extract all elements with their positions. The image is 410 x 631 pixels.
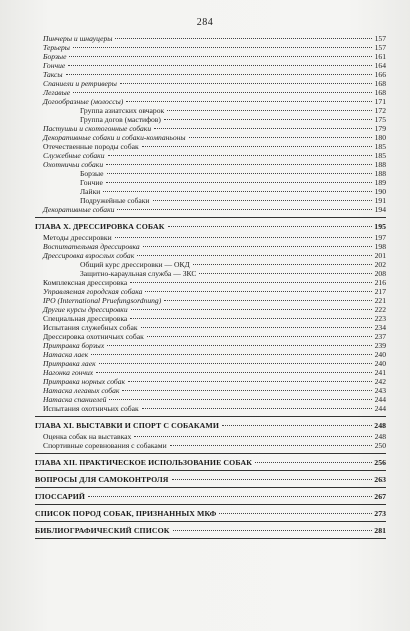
toc-entry bbox=[35, 142, 386, 151]
toc-chapter-entry bbox=[35, 222, 386, 231]
toc-entry-title: Притравка норных собак bbox=[43, 377, 126, 386]
toc-entry-page: 191 bbox=[374, 196, 386, 205]
toc-entry-page: 208 bbox=[374, 269, 386, 278]
dot-leader bbox=[68, 65, 372, 66]
toc-entry-title: Дрессировка охотничьих собак bbox=[43, 332, 144, 341]
toc-entry bbox=[35, 133, 386, 142]
toc-entry-title: Лайки bbox=[80, 187, 101, 196]
dot-leader bbox=[154, 128, 372, 129]
toc-entry-title: Спаниели и ретриверы bbox=[43, 79, 117, 88]
toc-entry bbox=[35, 323, 386, 332]
toc-entry bbox=[35, 287, 386, 296]
toc-entry bbox=[35, 160, 386, 169]
toc-entry-page: 250 bbox=[374, 441, 386, 450]
toc-entry-title: Дрессировка взрослых собак bbox=[43, 251, 135, 260]
toc-entry-page: 273 bbox=[374, 509, 386, 518]
toc-entry bbox=[35, 196, 386, 205]
toc-entry bbox=[35, 251, 386, 260]
toc-entry-title: Гончие bbox=[80, 178, 103, 187]
toc-entry-title: Пастушьи и скотогонные собаки bbox=[43, 124, 152, 133]
toc-entry-page: 242 bbox=[374, 377, 386, 386]
dot-leader bbox=[130, 318, 372, 319]
toc-entry-page: 222 bbox=[374, 305, 386, 314]
toc-entry-title: Испытания охотничьих собак bbox=[43, 404, 139, 413]
toc-entry-title: Притравка борзых bbox=[43, 341, 105, 350]
dot-leader bbox=[130, 282, 372, 283]
toc-entry-title: Охотничьи собаки bbox=[43, 160, 104, 169]
dot-leader bbox=[107, 345, 372, 346]
toc-entry-page: 195 bbox=[374, 222, 386, 231]
toc-entry bbox=[35, 359, 386, 368]
toc-entry-title: Натаска спаниелей bbox=[43, 395, 107, 404]
toc-entry bbox=[35, 233, 386, 242]
toc-entry bbox=[35, 151, 386, 160]
toc-entry-title: Натаска легавых собак bbox=[43, 386, 120, 395]
toc-entry bbox=[35, 79, 386, 88]
toc-entry-page: 263 bbox=[374, 475, 386, 484]
toc-entry-page: 194 bbox=[374, 205, 386, 214]
dot-leader bbox=[69, 56, 372, 57]
dot-leader bbox=[106, 164, 372, 165]
dot-leader bbox=[88, 496, 372, 497]
toc-entry bbox=[35, 395, 386, 404]
toc-entry-title: Притравка лаек bbox=[43, 359, 96, 368]
toc-entry-page: 175 bbox=[374, 115, 386, 124]
dot-leader bbox=[170, 445, 372, 446]
toc-entry bbox=[35, 314, 386, 323]
dot-leader bbox=[66, 74, 372, 75]
toc-entry-page: 243 bbox=[374, 386, 386, 395]
toc-entry-title: Отечественные породы собак bbox=[43, 142, 139, 151]
dot-leader bbox=[107, 173, 372, 174]
dot-leader bbox=[147, 336, 372, 337]
toc-entry bbox=[35, 350, 386, 359]
dot-leader bbox=[137, 255, 372, 256]
page-number: 284 bbox=[196, 17, 214, 28]
toc-entry-title: ГЛАВА XII. ПРАКТИЧЕСКОЕ ИСПОЛЬЗОВАНИЕ СОБАК bbox=[35, 458, 252, 467]
toc-chapter-entry bbox=[35, 526, 386, 535]
toc-entry-page: 179 bbox=[374, 124, 386, 133]
toc-entry bbox=[35, 341, 386, 350]
section-divider bbox=[35, 470, 386, 471]
dot-leader bbox=[193, 264, 372, 265]
toc-entry-page: 267 bbox=[374, 492, 386, 501]
toc-entry-title: IPO (International Pruefungsordnung) bbox=[43, 296, 162, 305]
dot-leader bbox=[142, 146, 372, 147]
toc-entry-page: 171 bbox=[374, 97, 386, 106]
toc-entry-title: Борзые bbox=[80, 169, 104, 178]
toc-entry-page: 216 bbox=[374, 278, 386, 287]
toc-entry-title: Защитно-караульная служба — ЗКС bbox=[80, 269, 197, 278]
section-divider bbox=[35, 453, 386, 454]
toc-entry bbox=[35, 386, 386, 395]
dot-leader bbox=[172, 479, 372, 480]
toc-entry bbox=[35, 34, 386, 43]
toc-entry bbox=[35, 106, 386, 115]
toc-entry bbox=[35, 187, 386, 196]
toc-entry-page: 217 bbox=[374, 287, 386, 296]
dot-leader bbox=[108, 155, 372, 156]
dot-leader bbox=[115, 38, 372, 39]
toc-entry-page: 221 bbox=[374, 296, 386, 305]
toc-entry-page: 248 bbox=[374, 421, 386, 430]
dot-leader bbox=[167, 110, 372, 111]
toc-entry-page: 240 bbox=[374, 350, 386, 359]
toc-entry-page: 256 bbox=[374, 458, 386, 467]
dot-leader bbox=[255, 462, 372, 463]
toc-entry-page: 234 bbox=[374, 323, 386, 332]
toc-entry-page: 223 bbox=[374, 314, 386, 323]
toc-entry-title: Терьеры bbox=[43, 43, 70, 52]
toc-entry-title: Нагонка гончих bbox=[43, 368, 94, 377]
section-divider bbox=[35, 504, 386, 505]
toc-entry-page: 190 bbox=[374, 187, 386, 196]
toc-entry-title: Декоративные собаки bbox=[43, 205, 115, 214]
toc-entry bbox=[35, 242, 386, 251]
dot-leader bbox=[199, 273, 372, 274]
toc-entry-page: 188 bbox=[374, 160, 386, 169]
toc-entry-page: 164 bbox=[374, 61, 386, 70]
toc-entry-title: Декоративные собаки и собаки-компаньоны bbox=[43, 133, 186, 142]
dot-leader bbox=[164, 119, 372, 120]
toc-entry-page: 248 bbox=[374, 432, 386, 441]
dot-leader bbox=[141, 327, 372, 328]
dot-leader bbox=[145, 291, 372, 292]
toc-chapter-entry bbox=[35, 458, 386, 467]
toc-entry-page: 281 bbox=[374, 526, 386, 535]
toc-entry bbox=[35, 52, 386, 61]
toc-entry-page: 237 bbox=[374, 332, 386, 341]
toc-entry bbox=[35, 441, 386, 450]
toc-entry-page: 240 bbox=[374, 359, 386, 368]
dot-leader bbox=[143, 246, 372, 247]
section-divider bbox=[35, 521, 386, 522]
dot-leader bbox=[131, 309, 372, 310]
toc-entry-page: 241 bbox=[374, 368, 386, 377]
toc-entry-title: Группа азиатских овчарок bbox=[80, 106, 165, 115]
toc-entry-page: 161 bbox=[374, 52, 386, 61]
toc-entry-page: 185 bbox=[374, 142, 386, 151]
dot-leader bbox=[173, 530, 372, 531]
dot-leader bbox=[73, 47, 372, 48]
toc-entry-page: 244 bbox=[374, 404, 386, 413]
toc-entry-page: 166 bbox=[374, 70, 386, 79]
dot-leader bbox=[134, 436, 372, 437]
toc-entry bbox=[35, 305, 386, 314]
toc-entry-title: Испытания служебных собак bbox=[43, 323, 138, 332]
dot-leader bbox=[219, 513, 372, 514]
toc-entry bbox=[35, 178, 386, 187]
section-divider bbox=[35, 416, 386, 417]
toc-entry bbox=[35, 88, 386, 97]
toc-entry-page: 239 bbox=[374, 341, 386, 350]
toc-entry bbox=[35, 296, 386, 305]
toc-entry-title: Другие курсы дрессировки bbox=[43, 305, 128, 314]
toc-entry-page: 157 bbox=[374, 43, 386, 52]
dot-leader bbox=[126, 101, 372, 102]
toc-entry-title: Таксы bbox=[43, 70, 63, 79]
toc-entry-title: ГЛОССАРИЙ bbox=[35, 492, 86, 501]
toc-entry bbox=[35, 115, 386, 124]
toc-chapter-entry bbox=[35, 421, 386, 430]
toc-entry-page: 189 bbox=[374, 178, 386, 187]
dot-leader bbox=[103, 191, 372, 192]
toc-entry bbox=[35, 368, 386, 377]
toc-entry bbox=[35, 169, 386, 178]
section-divider bbox=[35, 217, 386, 218]
toc-entry bbox=[35, 269, 386, 278]
toc-entry-title: Гончие bbox=[43, 61, 66, 70]
toc-chapter-entry bbox=[35, 475, 386, 484]
toc-entry-page: 244 bbox=[374, 395, 386, 404]
toc-entry-title: Специальная дрессировка bbox=[43, 314, 128, 323]
toc-entry-title: Легавые bbox=[43, 88, 71, 97]
dot-leader bbox=[122, 390, 372, 391]
toc-entry bbox=[35, 43, 386, 52]
toc-entry-title: Оценка собак на выставках bbox=[43, 432, 132, 441]
toc-entry-title: Управляемая городская собака bbox=[43, 287, 143, 296]
toc-entry-page: 202 bbox=[374, 260, 386, 269]
toc-entry-title: ГЛАВА X. ДРЕССИРОВКА СОБАК bbox=[35, 222, 165, 231]
toc-entry-title: Спортивные соревнования с собаками bbox=[43, 441, 167, 450]
toc-entry bbox=[35, 432, 386, 441]
toc-entry-page: 172 bbox=[374, 106, 386, 115]
toc-entry-page: 168 bbox=[374, 88, 386, 97]
dot-leader bbox=[109, 399, 372, 400]
toc-entry bbox=[35, 70, 386, 79]
dot-leader bbox=[73, 92, 372, 93]
toc-entry-page: 180 bbox=[374, 133, 386, 142]
toc-entry-title: Методы дрессировки bbox=[43, 233, 112, 242]
dot-leader bbox=[117, 209, 372, 210]
toc-entry-title: БИБЛИОГРАФИЧЕСКИЙ СПИСОК bbox=[35, 526, 170, 535]
toc-entry-page: 185 bbox=[374, 151, 386, 160]
toc-entry-page: 157 bbox=[374, 34, 386, 43]
dot-leader bbox=[99, 363, 372, 364]
toc-entry bbox=[35, 97, 386, 106]
table-of-contents bbox=[35, 34, 386, 543]
toc-entry-title: Служебные собаки bbox=[43, 151, 105, 160]
dot-leader bbox=[168, 226, 372, 227]
toc-entry-title: Комплексная дрессировка bbox=[43, 278, 128, 287]
toc-entry-page: 198 bbox=[374, 242, 386, 251]
toc-entry-title: Натаска лаек bbox=[43, 350, 89, 359]
toc-entry bbox=[35, 124, 386, 133]
toc-entry-title: СПИСОК ПОРОД СОБАК, ПРИЗНАННЫХ МКФ bbox=[35, 509, 217, 518]
toc-entry-title: Пинчеры и шнауцеры bbox=[43, 34, 113, 43]
toc-entry bbox=[35, 404, 386, 413]
toc-entry bbox=[35, 260, 386, 269]
dot-leader bbox=[142, 408, 372, 409]
toc-entry-title: Группа догов (мастифов) bbox=[80, 115, 161, 124]
toc-entry bbox=[35, 278, 386, 287]
toc-entry-title: Подружейные собаки bbox=[80, 196, 150, 205]
toc-entry bbox=[35, 377, 386, 386]
dot-leader bbox=[106, 182, 372, 183]
toc-entry-title: Общий курс дрессировки — ОКД bbox=[80, 260, 190, 269]
dot-leader bbox=[164, 300, 372, 301]
section-divider bbox=[35, 487, 386, 488]
dot-leader bbox=[91, 354, 372, 355]
toc-chapter-entry bbox=[35, 509, 386, 518]
toc-entry-page: 201 bbox=[374, 251, 386, 260]
dot-leader bbox=[128, 381, 372, 382]
dot-leader bbox=[120, 83, 372, 84]
toc-entry-page: 168 bbox=[374, 79, 386, 88]
dot-leader bbox=[222, 425, 372, 426]
dot-leader bbox=[96, 372, 372, 373]
dot-leader bbox=[115, 237, 372, 238]
toc-entry-title: Догообразные (молоссы) bbox=[43, 97, 124, 106]
toc-entry bbox=[35, 61, 386, 70]
toc-entry-page: 197 bbox=[374, 233, 386, 242]
toc-entry bbox=[35, 332, 386, 341]
toc-chapter-entry bbox=[35, 492, 386, 501]
toc-entry-title: Воспитательная дрессировка bbox=[43, 242, 140, 251]
toc-entry-title: ГЛАВА XI. ВЫСТАВКИ И СПОРТ С СОБАКАМИ bbox=[35, 421, 220, 430]
toc-entry-title: ВОПРОСЫ ДЛЯ САМОКОНТРОЛЯ bbox=[35, 475, 169, 484]
dot-leader bbox=[189, 137, 372, 138]
dot-leader bbox=[153, 200, 373, 201]
toc-entry-page: 188 bbox=[374, 169, 386, 178]
section-divider bbox=[35, 538, 386, 539]
toc-entry-title: Борзые bbox=[43, 52, 67, 61]
toc-entry bbox=[35, 205, 386, 214]
